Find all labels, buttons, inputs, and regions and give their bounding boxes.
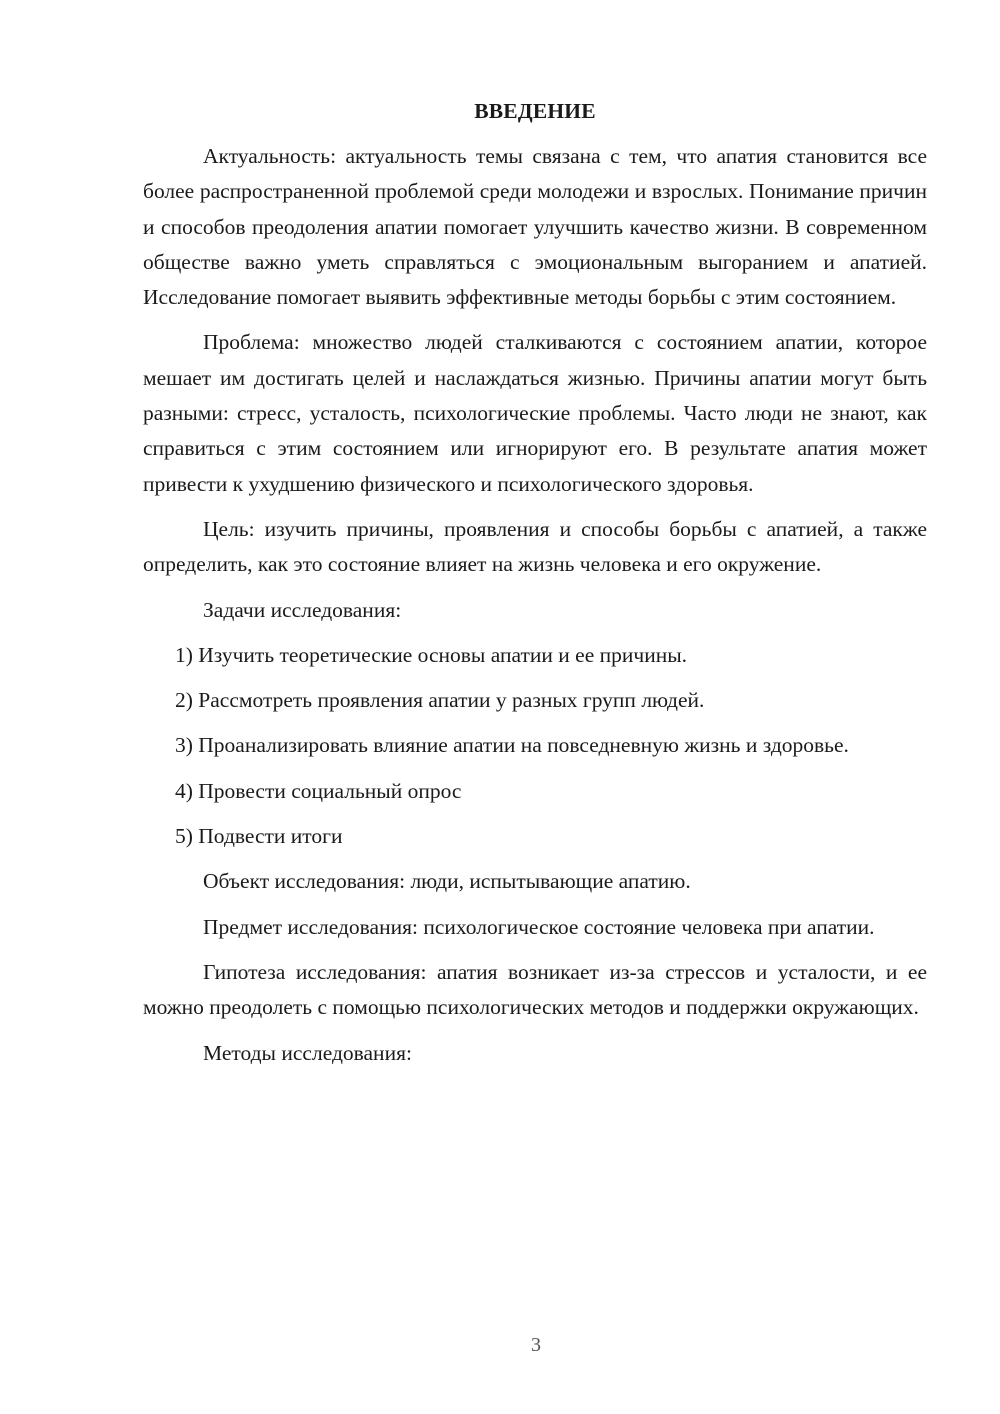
task-item-5: 5) Подвести итоги [175, 824, 343, 849]
task-item-4: 4) Провести социальный опрос [175, 778, 462, 803]
paragraph-hypothesis: Гипотеза исследования: апатия возникает из-за стрессов и усталости, и ее можно преодолеть с помощью психологических методов и поддержки окружающих. [143, 959, 927, 1020]
page-number: 3 [531, 1334, 541, 1356]
section-title: ВВЕДЕНИЕ [474, 99, 596, 123]
paragraph-methods: Методы исследования: [203, 1040, 412, 1065]
paragraph-object: Объект исследования: люди, испытывающие апатию. [203, 869, 691, 894]
paragraph-goal: Цель: изучить причины, проявления и способы борьбы с апатией, а также определить, как это состояние влияет на жизнь человека и его окружение. [143, 516, 927, 577]
paragraph-tasks-heading: Задачи исследования: [203, 597, 402, 622]
task-item-1: 1) Изучить теоретические основы апатии и ее причины. [175, 642, 688, 667]
task-item-2: 2) Рассмотреть проявления апатии у разных групп людей. [175, 688, 705, 713]
task-item-3: 3) Проанализировать влияние апатии на повседневную жизнь и здоровье. [175, 733, 849, 758]
paragraph-problem: Проблема: множество людей сталкиваются с состоянием апатии, которое мешает им достигать целей и наслаждаться жизнью. Причины апатии могут быть разными: стресс, усталость, психологические проблемы. Часто люди не знают, как справиться с этим состоянием или игнорируют его. В результате апатия может привести к ухудшению физического и психологического здоровья. [143, 330, 927, 496]
paragraph-relevance: Актуальность: актуальность темы связана с тем, что апатия становится все более распространенной проблемой среди молодежи и взрослых. Понимание причин и способов преодоления апатии помогает улучшить качество жизни. В современном обществе важно уметь справляться с эмоциональным выгоранием и апатией. Исследование помогает выявить эффективные методы борьбы с этим состоянием. [143, 144, 927, 310]
page-body [143, 94, 927, 1081]
paragraph-subject: Предмет исследования: психологическое состояние человека при апатии. [203, 914, 875, 939]
